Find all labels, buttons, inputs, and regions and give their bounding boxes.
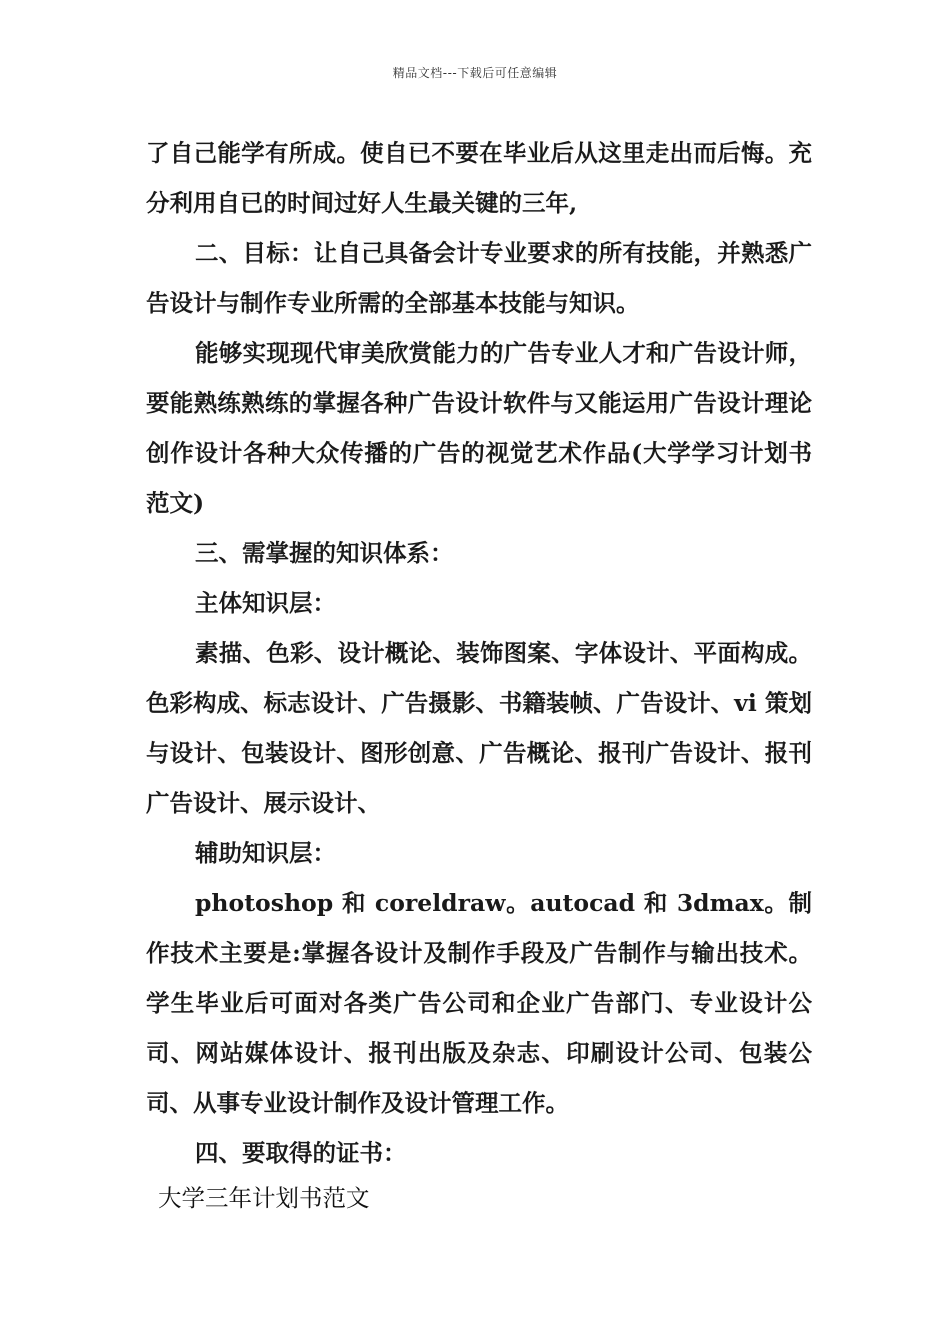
footer-title: 大学三年计划书范文: [158, 1184, 370, 1212]
paragraph-main-courses: 素描、色彩、设计概论、装饰图案、字体设计、平面构成。色彩构成、标志设计、广告摄影、书籍装帧、广告设计、vi 策划与设计、包装设计、图形创意、广告概论、报刊广告设计、报刊广告设计、展示设计、: [146, 639, 812, 817]
section-heading-knowledge: 三、需掌握的知识体系：: [195, 539, 454, 567]
page-header: 精品文档---下载后可任意编辑: [392, 66, 558, 80]
paragraph-software-career: photoshop 和 coreldraw。autocad 和 3dmax。制作技术主要是:掌握各设计及制作手段及广告制作与输出技术。学生毕业后可面对各类广告公司和企业广告部门、专业设计公司、网站媒体设计、报刊出版及杂志、印刷设计公司、包装公司、从事专业设计制作及设计管理工作。: [146, 889, 812, 1117]
section-heading-certificates: 四、要取得的证书：: [195, 1139, 407, 1167]
paragraph-ability: 能够实现现代审美欣赏能力的广告专业人才和广告设计师，要能熟练熟练的掌握各种广告设计软件与又能运用广告设计理论创作设计各种大众传播的广告的视觉艺术作品(大学学习计划书范文): [146, 339, 812, 517]
subheading-auxiliary-knowledge: 辅助知识层：: [195, 839, 336, 867]
document-body: [146, 128, 812, 1178]
paragraph-goal: 二、目标：让自己具备会计专业要求的所有技能，并熟悉广告设计与制作专业所需的全部基本技能与知识。: [146, 239, 812, 317]
subheading-main-knowledge: 主体知识层：: [195, 589, 336, 617]
paragraph-continuation: 了自己能学有所成。使自已不要在毕业后从这里走出而后悔。充分利用自已的时间过好人生最关键的三年,: [146, 139, 812, 217]
